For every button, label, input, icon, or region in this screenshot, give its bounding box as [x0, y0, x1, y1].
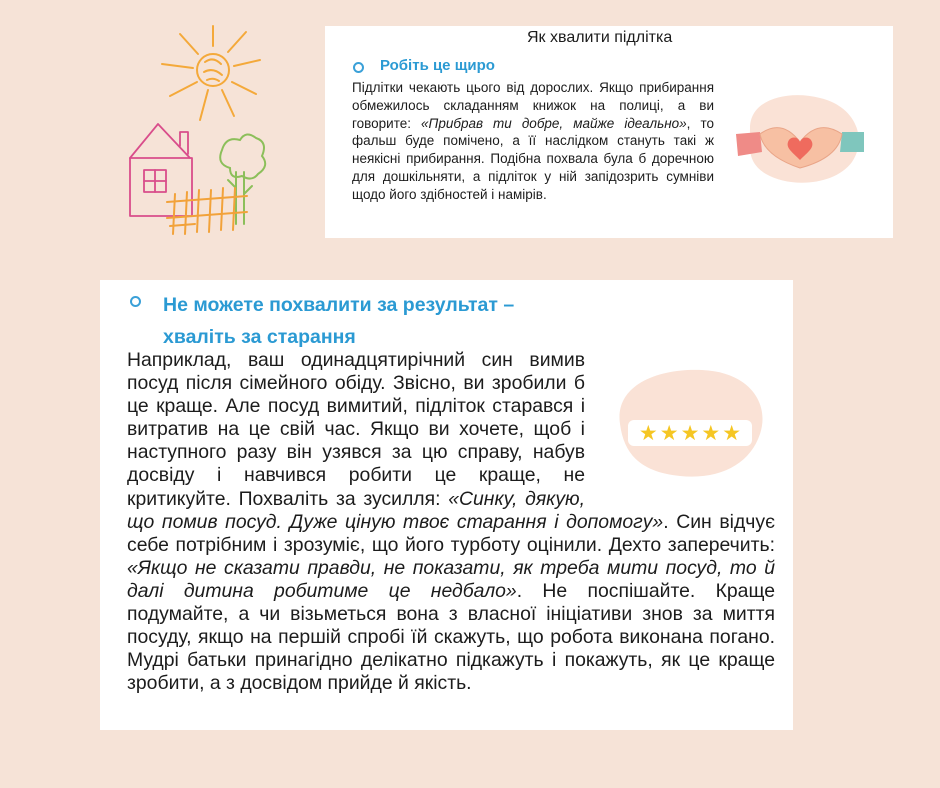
text-part: Наприклад, ваш одинадцятирічний син вимив посуд після сімейного обіду. Звісно, ви зробили б це краще. Але посуд вимитий, підліток старався і витратив на це свій час. Якщо ви хочете, щоб і наступного разу він узявся за цю справу, набув досвіду і навчився робити це краще, не критикуйте. Похваліть за зусилля: [127, 349, 585, 510]
heart-hands-icon [730, 88, 870, 188]
section-heading-sincere: Робіть це щиро [380, 57, 495, 74]
heading-line: Не можете похвалити за результат – [163, 294, 515, 316]
sun-sketch-icon [150, 22, 280, 132]
tip-card-sincere [325, 26, 893, 238]
page-title: Як хвалити підлітка [527, 29, 673, 46]
heading-line: хваліть за старання [163, 326, 356, 348]
star-icon: ★ [701, 421, 721, 445]
star-icon: ★ [722, 421, 742, 445]
text-part: , то фальш буде помічено, а її наслідком стануть такі ж неякісні прибирання. Подібна похвала була б доречною для дошкільняти, а підліток у ній запідозрить сумніви щодо його здібностей і намірів. [352, 115, 714, 202]
rating-stars [630, 420, 750, 446]
quote-text: «Якщо не сказати правди, не показати, як треба мити посуд, то й далі дитина робитиме це недбало» [127, 556, 775, 602]
bullet-icon [130, 296, 141, 307]
quote-text: «Прибрав ти добре, майже ідеально» [421, 115, 687, 131]
star-icon: ★ [659, 421, 679, 445]
star-icon: ★ [680, 421, 700, 445]
tip-card-effort [100, 280, 793, 730]
star-icon: ★ [638, 421, 658, 445]
text-part: . Син відчує себе потрібним і зрозуміє, що його турботу оцінили. Дехто заперечить: [127, 510, 775, 556]
text-part: Підлітки чекають цього від дорослих. Якщо прибирання обмежилось складанням книжок на полиці, а ви говорите: [352, 80, 714, 131]
fence-sketch-icon [165, 180, 250, 240]
quote-text: «Синку, дякую, що помив посуд. Дуже ціную твоє старання і допомогу» [127, 487, 664, 533]
section-heading-effort [163, 289, 514, 353]
text-part: . Не поспішайте. Краще подумайте, а чи візьметься вона з власної ініціативи знов за миття посуду, якщо на першій спробі їй скажуть, що робота виконана погано. Мудрі батьки принагідно делікатно підкажуть і покажуть, як це краще зробити, а з досвідом прийде й якість. [127, 579, 775, 695]
bullet-icon [353, 62, 364, 73]
section-text-sincere [352, 79, 714, 204]
